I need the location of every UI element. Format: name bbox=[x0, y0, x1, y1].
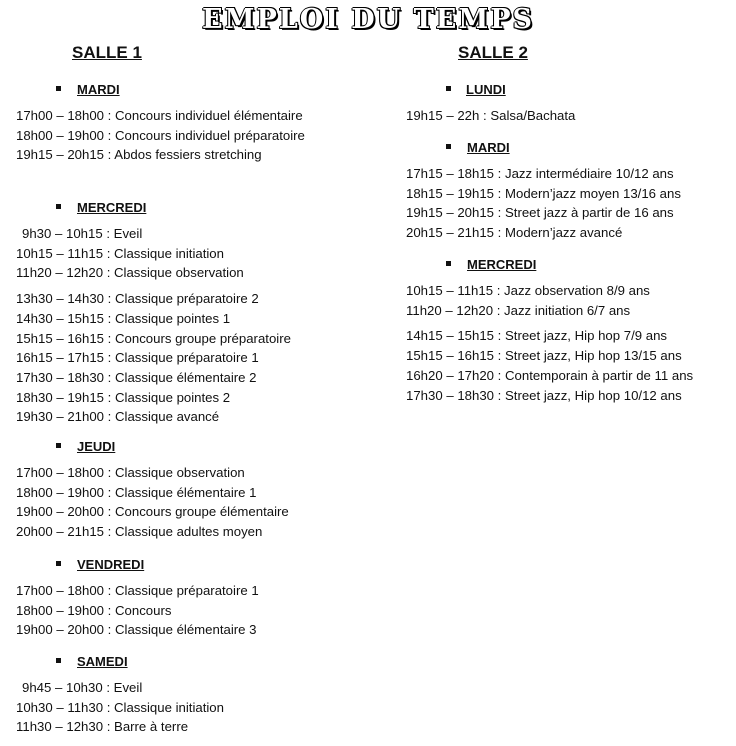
session-row: 19h15 – 22h : Salsa/Bachata bbox=[406, 108, 576, 123]
day-name: LUNDI bbox=[466, 82, 506, 97]
day-name: SAMEDI bbox=[77, 654, 128, 669]
day-name: VENDREDI bbox=[77, 557, 145, 572]
day-name: JEUDI bbox=[77, 439, 116, 454]
day-block bbox=[16, 652, 224, 737]
session-row: 16h15 – 17h15 : Classique préparatoire 1 bbox=[16, 350, 259, 366]
session-row: 10h30 – 11h30 : Classique initiation bbox=[16, 699, 224, 715]
salle-2-heading: SALLE 2 bbox=[458, 43, 528, 62]
day-block bbox=[16, 437, 289, 542]
session-row: 17h00 – 18h00 : Classique observation bbox=[16, 465, 245, 480]
session-row: 15h15 – 16h15 : Concours groupe préparatoire bbox=[16, 330, 291, 346]
session-row: 11h20 – 12h20 : Jazz initiation 6/7 ans bbox=[406, 302, 631, 318]
session-row: 18h00 – 19h00 : Concours bbox=[16, 602, 172, 618]
bullet-icon bbox=[446, 144, 451, 149]
salle-1-heading: SALLE 1 bbox=[72, 43, 142, 62]
page-title: EMPLOI DU TEMPS bbox=[201, 4, 535, 35]
session-row: 10h15 – 11h15 : Jazz observation 8/9 ans bbox=[406, 283, 650, 298]
session-row: 16h20 – 17h20 : Contemporain à partir de 11 ans bbox=[406, 367, 694, 383]
bullet-icon bbox=[56, 443, 61, 448]
session-row: 11h30 – 12h30 : Barre à terre bbox=[16, 719, 189, 735]
day-header bbox=[16, 198, 291, 218]
session-row: 17h15 – 18h15 : Jazz intermédiaire 10/12 ans bbox=[406, 166, 674, 181]
session-row: 14h15 – 15h15 : Street jazz, Hip hop 7/9 ans bbox=[406, 328, 668, 344]
day-name: MERCREDI bbox=[77, 200, 147, 215]
session-row: 19h00 – 20h00 : Classique élémentaire 3 bbox=[16, 622, 257, 638]
session-row: 18h15 – 19h15 : Modern’jazz moyen 13/16 ans bbox=[406, 185, 681, 201]
session-row: 17h30 – 18h30 : Classique élémentaire 2 bbox=[16, 369, 257, 385]
day-block bbox=[406, 255, 693, 405]
session-row: 9h45 – 10h30 : Eveil bbox=[22, 680, 143, 695]
bullet-icon bbox=[56, 561, 61, 566]
day-name: MERCREDI bbox=[467, 257, 537, 272]
session-row: 14h30 – 15h15 : Classique pointes 1 bbox=[16, 310, 231, 326]
session-row: 15h15 – 16h15 : Street jazz, Hip hop 13/15 ans bbox=[406, 348, 682, 364]
session-row: 18h00 – 19h00 : Classique élémentaire 1 bbox=[16, 484, 257, 500]
session-row: 17h00 – 18h00 : Concours individuel élémentaire bbox=[16, 108, 303, 123]
day-block bbox=[406, 138, 681, 243]
session-row: 17h00 – 18h00 : Classique préparatoire 1 bbox=[16, 583, 259, 598]
session-row: 19h00 – 20h00 : Concours groupe élémentaire bbox=[16, 504, 289, 520]
day-header bbox=[406, 80, 575, 100]
session-row: 20h15 – 21h15 : Modern’jazz avancé bbox=[406, 225, 623, 241]
session-row: 19h30 – 21h00 : Classique avancé bbox=[16, 409, 220, 425]
session-row: 18h30 – 19h15 : Classique pointes 2 bbox=[16, 389, 231, 405]
day-name: MARDI bbox=[77, 82, 120, 97]
day-block bbox=[16, 555, 259, 640]
session-row: 10h15 – 11h15 : Classique initiation bbox=[16, 245, 224, 261]
bullet-icon bbox=[56, 658, 61, 663]
day-header bbox=[16, 80, 305, 100]
session-row: 9h30 – 10h15 : Eveil bbox=[22, 226, 143, 241]
bullet-icon bbox=[446, 261, 451, 266]
bullet-icon bbox=[56, 204, 61, 209]
day-block bbox=[406, 80, 575, 126]
day-name: MARDI bbox=[467, 140, 510, 155]
day-block bbox=[16, 198, 291, 427]
day-header bbox=[16, 555, 259, 575]
bullet-icon bbox=[446, 86, 451, 91]
session-row: 13h30 – 14h30 : Classique préparatoire 2 bbox=[16, 291, 259, 307]
session-row: 20h00 – 21h15 : Classique adultes moyen bbox=[16, 524, 263, 540]
session-row: 11h20 – 12h20 : Classique observation bbox=[16, 265, 244, 281]
day-header bbox=[406, 138, 681, 158]
session-row: 17h30 – 18h30 : Street jazz, Hip hop 10/12 ans bbox=[406, 387, 682, 403]
day-header bbox=[16, 437, 289, 457]
session-row: 19h15 – 20h15 : Abdos fessiers stretching bbox=[16, 147, 262, 163]
bullet-icon bbox=[56, 86, 61, 91]
day-header bbox=[16, 652, 224, 672]
session-row: 19h15 – 20h15 : Street jazz à partir de 16 ans bbox=[406, 205, 674, 221]
day-header bbox=[406, 255, 693, 275]
session-row: 18h00 – 19h00 : Concours individuel préparatoire bbox=[16, 127, 305, 143]
day-block bbox=[16, 80, 305, 165]
